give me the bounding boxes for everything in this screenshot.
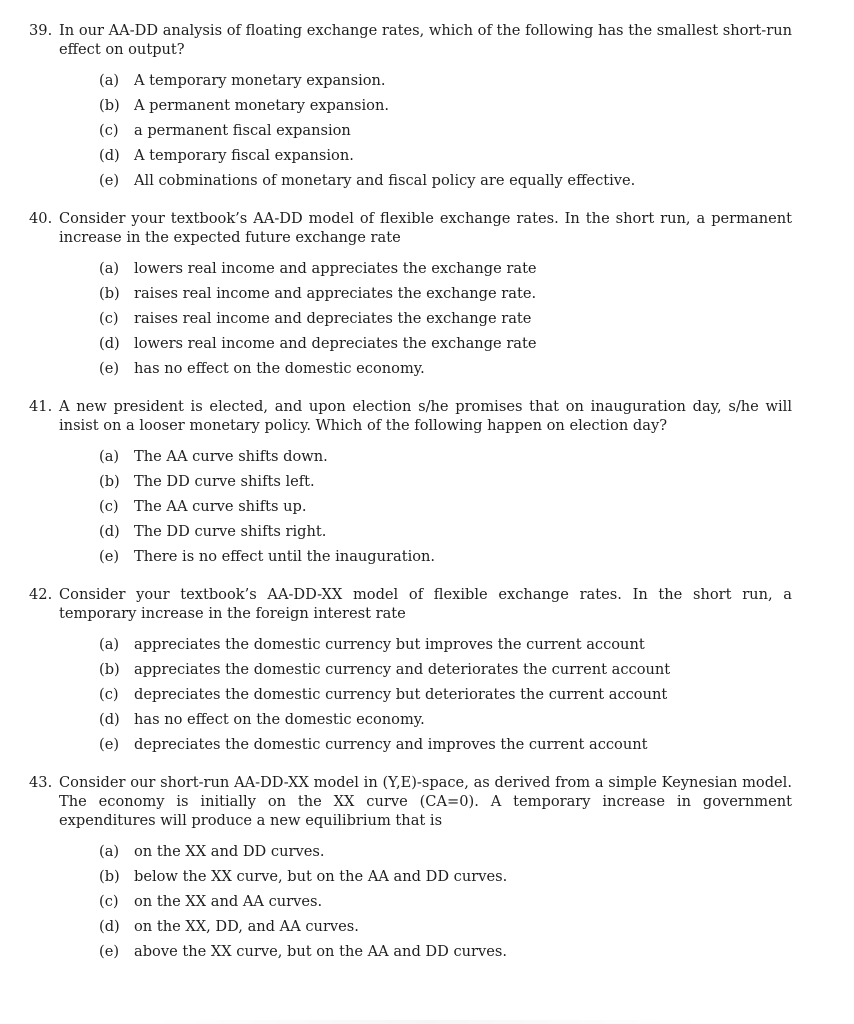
question-text: Consider your textbook’s AA-DD-XX model of flexible exchange rates. In the short run, a temporary increase in the foreign interest rate (59, 586, 792, 622)
option-letter: (e) (99, 172, 120, 189)
option-text: above the XX curve, but on the AA and DD curves. (134, 943, 508, 960)
option-text: A permanent monetary expansion. (134, 97, 389, 114)
option-e[interactable] (59, 547, 792, 572)
question-43 (0, 773, 854, 967)
option-letter: (c) (99, 310, 119, 327)
option-a[interactable] (59, 259, 792, 284)
option-text: There is no effect until the inauguration. (134, 548, 436, 565)
option-text: on the XX and DD curves. (134, 843, 325, 860)
page-bottom-shadow (150, 1020, 704, 1024)
question-42 (0, 585, 854, 760)
option-e[interactable] (59, 735, 792, 760)
option-e[interactable] (59, 359, 792, 384)
option-list (59, 842, 792, 967)
option-c[interactable] (59, 121, 792, 146)
option-letter: (e) (99, 943, 120, 960)
option-d[interactable] (59, 710, 792, 735)
option-letter: (e) (99, 548, 120, 565)
option-a[interactable] (59, 842, 792, 867)
option-letter: (d) (99, 918, 120, 935)
option-text: on the XX and AA curves. (134, 893, 323, 910)
option-letter: (d) (99, 335, 120, 352)
option-text: lowers real income and depreciates the exchange rate (134, 335, 537, 352)
option-letter: (c) (99, 122, 119, 139)
option-c[interactable] (59, 892, 792, 917)
option-text: A temporary monetary expansion. (134, 72, 386, 89)
option-text: below the XX curve, but on the AA and DD curves. (134, 868, 508, 885)
option-letter: (a) (99, 260, 120, 277)
question-number: 40. (29, 210, 53, 227)
option-letter: (c) (99, 893, 119, 910)
option-letter: (d) (99, 523, 120, 540)
option-text: has no effect on the domestic economy. (134, 360, 425, 377)
option-a[interactable] (59, 71, 792, 96)
option-letter: (c) (99, 498, 119, 515)
option-letter: (e) (99, 736, 120, 753)
option-letter: (a) (99, 72, 120, 89)
option-letter: (b) (99, 97, 120, 114)
option-e[interactable] (59, 171, 792, 196)
option-text: appreciates the domestic currency and deteriorates the current account (134, 661, 671, 678)
option-b[interactable] (59, 472, 792, 497)
option-e[interactable] (59, 942, 792, 967)
option-b[interactable] (59, 284, 792, 309)
option-text: The AA curve shifts down. (134, 448, 328, 465)
option-letter: (e) (99, 360, 120, 377)
option-text: raises real income and appreciates the exchange rate. (134, 285, 537, 302)
option-letter: (b) (99, 473, 120, 490)
option-a[interactable] (59, 635, 792, 660)
option-list (59, 259, 792, 384)
question-text: A new president is elected, and upon election s/he promises that on inauguration day, s/he will insist on a looser monetary policy. Which of the following happen on election day? (59, 398, 792, 434)
option-c[interactable] (59, 497, 792, 522)
option-letter: (d) (99, 147, 120, 164)
option-text: raises real income and depreciates the exchange rate (134, 310, 532, 327)
option-letter: (a) (99, 843, 120, 860)
option-d[interactable] (59, 917, 792, 942)
option-text: a permanent fiscal expansion (134, 122, 351, 139)
option-b[interactable] (59, 660, 792, 685)
question-number: 39. (29, 22, 53, 39)
option-letter: (c) (99, 686, 119, 703)
question-text: In our AA-DD analysis of floating exchange rates, which of the following has the smallest short-run effect on output? (59, 22, 792, 58)
option-letter: (b) (99, 285, 120, 302)
option-text: has no effect on the domestic economy. (134, 711, 425, 728)
option-text: The DD curve shifts right. (134, 523, 327, 540)
option-c[interactable] (59, 685, 792, 710)
option-letter: (d) (99, 711, 120, 728)
option-letter: (a) (99, 448, 120, 465)
question-number: 41. (29, 398, 53, 415)
option-list (59, 71, 792, 196)
option-c[interactable] (59, 309, 792, 334)
option-text: The DD curve shifts left. (134, 473, 315, 490)
option-text: All cobminations of monetary and fiscal policy are equally effective. (134, 172, 636, 189)
option-text: The AA curve shifts up. (134, 498, 307, 515)
option-b[interactable] (59, 96, 792, 121)
option-letter: (a) (99, 636, 120, 653)
question-39 (0, 21, 854, 196)
option-text: appreciates the domestic currency but improves the current account (134, 636, 645, 653)
question-40 (0, 209, 854, 384)
question-text: Consider our short-run AA-DD-XX model in (Y,E)-space, as derived from a simple Keynesian model. The economy is initially on the XX curve (CA=0). A temporary increase in government expenditures will produce a new equilibrium that is (59, 774, 792, 829)
exam-page (0, 21, 854, 980)
option-list (59, 447, 792, 572)
option-b[interactable] (59, 867, 792, 892)
option-text: depreciates the domestic currency and improves the current account (134, 736, 648, 753)
option-text: lowers real income and appreciates the exchange rate (134, 260, 537, 277)
option-letter: (b) (99, 661, 120, 678)
question-text: Consider your textbook’s AA-DD model of flexible exchange rates. In the short run, a permanent increase in the expected future exchange rate (59, 210, 792, 246)
option-text: on the XX, DD, and AA curves. (134, 918, 359, 935)
option-text: A temporary fiscal expansion. (134, 147, 354, 164)
option-letter: (b) (99, 868, 120, 885)
option-a[interactable] (59, 447, 792, 472)
option-d[interactable] (59, 522, 792, 547)
option-d[interactable] (59, 334, 792, 359)
question-41 (0, 397, 854, 572)
question-number: 42. (29, 586, 53, 603)
question-number: 43. (29, 774, 53, 791)
option-text: depreciates the domestic currency but deteriorates the current account (134, 686, 668, 703)
option-d[interactable] (59, 146, 792, 171)
option-list (59, 635, 792, 760)
